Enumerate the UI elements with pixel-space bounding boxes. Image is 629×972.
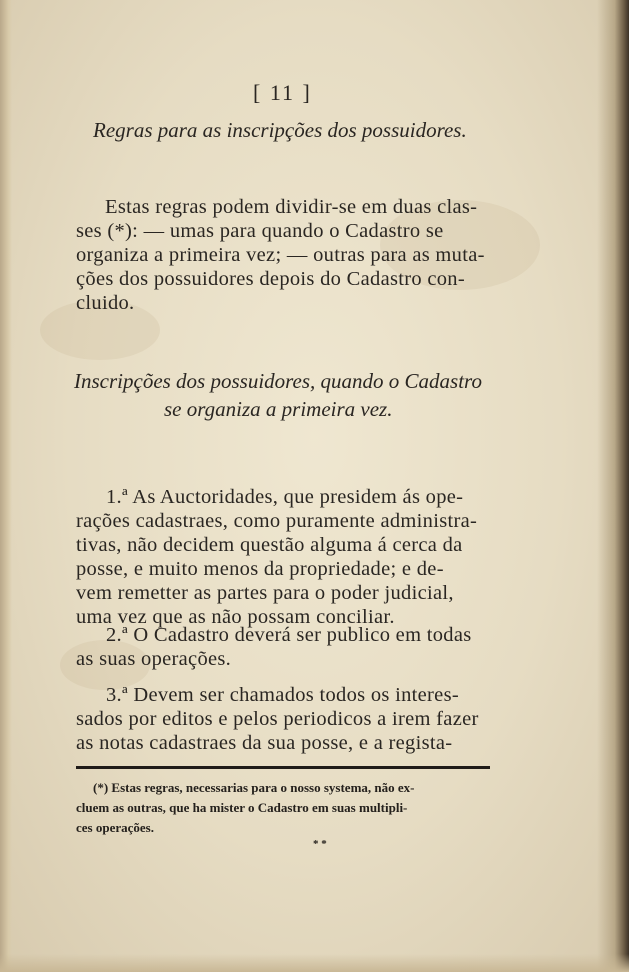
footnote-line: (*) Estas regras, necessarias para o nosso systema, não ex-	[93, 780, 415, 795]
text-line: uma vez que as não possam conciliar.	[76, 606, 395, 628]
text-line: 3.ª Devem ser chamados todos os interes-	[106, 684, 459, 706]
heading-line: Inscripções dos possuidores, quando o Cadastro	[74, 369, 482, 393]
page-bottom-shadow	[0, 954, 629, 972]
footnote-line: ces operações.	[76, 820, 154, 835]
text-line: Estas regras podem dividir-se em duas clas-	[105, 196, 478, 218]
text-line: vem remetter as partes para o poder judicial,	[76, 582, 454, 604]
heading-line: se organiza a primeira vez.	[164, 397, 393, 421]
footnote-separator	[76, 766, 490, 769]
text-line: ções dos possuidores depois do Cadastro con-	[76, 268, 465, 290]
text-line: 1.ª As Auctoridades, que presidem ás ope-	[106, 486, 464, 508]
text-line: as notas cadastraes da sua posse, e a regista-	[76, 732, 453, 754]
text-line: organiza a primeira vez; — outras para as muta-	[76, 244, 485, 266]
page-edge-shadow	[597, 0, 629, 972]
footnote-line: cluem as outras, que ha mister o Cadastro em suas multipli-	[76, 800, 408, 815]
page-gutter-shadow	[0, 0, 12, 972]
section-heading: Regras para as inscripções dos possuidores.	[93, 118, 467, 142]
text-line: posse, e muito menos da propriedade; e de-	[76, 558, 444, 580]
page-number: [ 11 ]	[253, 80, 312, 105]
text-line: ses (*): — umas para quando o Cadastro se	[76, 220, 444, 242]
signature-mark: * *	[313, 838, 327, 850]
text-line: 2.ª O Cadastro deverá ser publico em todas	[106, 624, 472, 646]
text-line: cluido.	[76, 292, 135, 314]
text-line: as suas operações.	[76, 648, 232, 670]
text-line: sados por editos e pelos periodicos a irem fazer	[76, 708, 479, 730]
text-line: rações cadastraes, como puramente administra-	[76, 510, 478, 532]
text-line: tivas, não decidem questão alguma á cerca da	[76, 534, 463, 556]
